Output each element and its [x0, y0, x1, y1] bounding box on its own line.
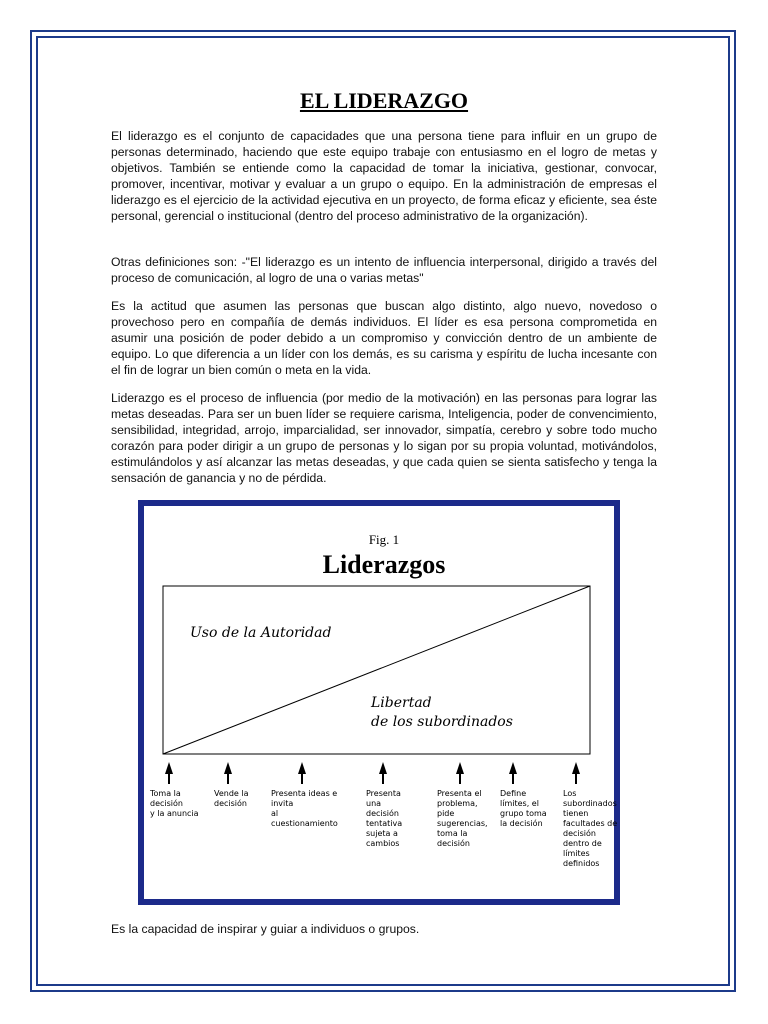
- style-label-presents-ideas: Presenta ideas e invita al cuestionamiento: [271, 789, 338, 828]
- arrow-icon: [298, 762, 306, 784]
- paragraph-influence-process: Liderazgo es el proceso de influencia (por medio de la motivación) en las personas para lograr las metas deseadas. Para ser un buen líder se requiere carisma, Inteligencia, poder de convencimiento, sensibilidad, integridad, arrojo, imparcialidad, ser innovador, simpatía, cerebro y sobre todo mucho corazón para poder dirigir a un grupo de personas y lo sigan por su propia voluntad, motivándolos, estimulándolos y así alcanzar las metas deseadas, y que cada quien se sienta satisfecho y tenga la sensación de ganancia y no de pérdida.: [111, 391, 657, 485]
- page-title: EL LIDERAZGO: [299, 88, 469, 113]
- style-label-presents-problem: Presenta el problema, pide sugerencias, toma la decisión: [437, 789, 488, 848]
- figure-title: Liderazgos: [322, 550, 446, 579]
- arrow-icon: [572, 762, 580, 784]
- arrow-icons: [165, 762, 580, 784]
- freedom-zone-label: [371, 694, 513, 732]
- arrow-icon: [224, 762, 232, 784]
- freedom-zone-line-2: de los subordinados: [371, 714, 513, 730]
- style-label-defines-limits: Define límites, el grupo toma la decisión: [500, 789, 547, 828]
- arrow-icon: [456, 762, 464, 784]
- paragraph-definition: El liderazgo es el conjunto de capacidades que una persona tiene para influir en un grupo de personas determinado, haciendo que este equipo trabaje con entusiasmo en el logro de metas y objetivos. También se entiende como la capacidad de tomar la iniciativa, gestionar, convocar, promover, incentivar, motivar y evaluar a un grupo o equipo. En la administración de empresas el liderazgo es el ejercicio de la actividad ejecutiva en un proyecto, de forma eficaz y eficiente, sea éste personal, gerencial o institucional (dentro del proceso administrativo de la organización).: [111, 129, 657, 223]
- style-label-tentative-decision: Presenta una decisión tentativa sujeta a cambios: [366, 789, 403, 848]
- paragraph-other-definitions: Otras definiciones son: -"El liderazgo es un intento de influencia interpersonal, dirigido a través del proceso de comunicación, al logro de una o varias metas": [111, 255, 657, 285]
- arrow-icon: [165, 762, 173, 784]
- figure-label: Fig. 1: [368, 532, 400, 547]
- closing-sentence: Es la capacidad de inspirar y guiar a individuos o grupos.: [111, 922, 420, 936]
- style-label-sells: Vende la decisión: [214, 789, 249, 808]
- freedom-zone-line-1: Libertad: [371, 695, 432, 711]
- arrow-icon: [379, 762, 387, 784]
- style-label-subordinates-decide: Los subordinados tienen facultades de decisión dentro de límites definidos: [563, 789, 618, 868]
- authority-zone-label: Uso de la Autoridad: [190, 625, 332, 641]
- paragraph-attitude: Es la actitud que asumen las personas que buscan algo distinto, algo nuevo, novedoso o provechoso pero en compañía de demás individuos. El líder es esa persona comprometida en asumir una posición de poder debido a un compromiso y convicción dentro de un ambiente de equipo. Lo que diferencia a un líder con los demás, es su carisma y espíritu de lucha incesante con el fin de lograr un bien común o meta en la vida.: [111, 299, 657, 377]
- style-label-tells: Toma la decisión y la anuncia: [150, 789, 199, 818]
- arrow-icon: [509, 762, 517, 784]
